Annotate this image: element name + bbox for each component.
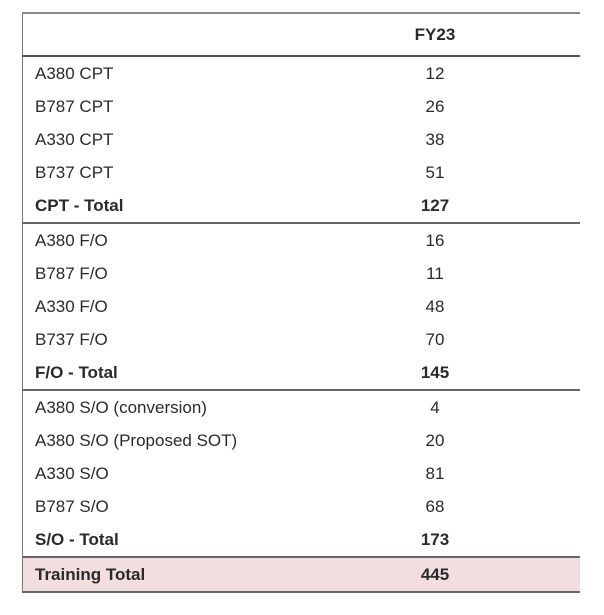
row-value: 445	[333, 557, 580, 592]
row-value: 4	[333, 390, 580, 424]
row-value: 48	[425, 296, 445, 316]
table-row	[23, 390, 580, 424]
table-row	[23, 457, 580, 490]
row-value: 127	[420, 195, 450, 215]
table-row	[23, 156, 580, 189]
subtotal-row	[23, 523, 580, 557]
header-label-cell	[23, 13, 333, 56]
row-label: CPT - Total	[23, 189, 333, 223]
table-row	[23, 490, 580, 523]
table-row	[23, 323, 580, 356]
row-value: 11	[426, 263, 444, 283]
table-row	[23, 424, 580, 457]
row-value: 81	[425, 463, 445, 483]
row-label: B787 CPT	[23, 90, 333, 123]
table-header-row	[23, 13, 580, 56]
row-label: S/O - Total	[23, 523, 333, 557]
row-label: A330 S/O	[23, 457, 333, 490]
row-value: 68	[425, 496, 445, 516]
row-label: A330 F/O	[23, 290, 333, 323]
row-value: 145	[420, 362, 450, 382]
table-body	[23, 56, 580, 592]
subtotal-row	[23, 189, 580, 223]
training-table-container	[22, 12, 579, 593]
table-row	[23, 56, 580, 90]
row-label: F/O - Total	[23, 356, 333, 390]
row-value: 16	[333, 223, 580, 257]
row-value: 12	[333, 56, 580, 90]
row-value: 38	[425, 129, 445, 149]
row-value: 20	[425, 430, 445, 450]
row-label: A380 CPT	[23, 56, 333, 90]
row-label: A380 S/O (conversion)	[23, 390, 333, 424]
row-label: B787 F/O	[23, 257, 333, 290]
table-row	[23, 223, 580, 257]
table-row	[23, 123, 580, 156]
subtotal-row	[23, 356, 580, 390]
table-row	[23, 257, 580, 290]
row-label: A380 F/O	[23, 223, 333, 257]
row-label: B737 CPT	[23, 156, 333, 189]
header-fy23: FY23	[333, 13, 580, 56]
row-value: 51	[425, 162, 445, 182]
row-label: A330 CPT	[23, 123, 333, 156]
grand-total-row	[23, 557, 580, 592]
row-value: 173	[420, 529, 450, 549]
table-row	[23, 290, 580, 323]
row-value: 70	[425, 329, 445, 349]
table-row	[23, 90, 580, 123]
row-value: 26	[425, 96, 445, 116]
row-label: B787 S/O	[23, 490, 333, 523]
training-table	[22, 12, 580, 593]
row-label: B737 F/O	[23, 323, 333, 356]
row-label: Training Total	[23, 557, 333, 592]
row-label: A380 S/O (Proposed SOT)	[23, 424, 333, 457]
